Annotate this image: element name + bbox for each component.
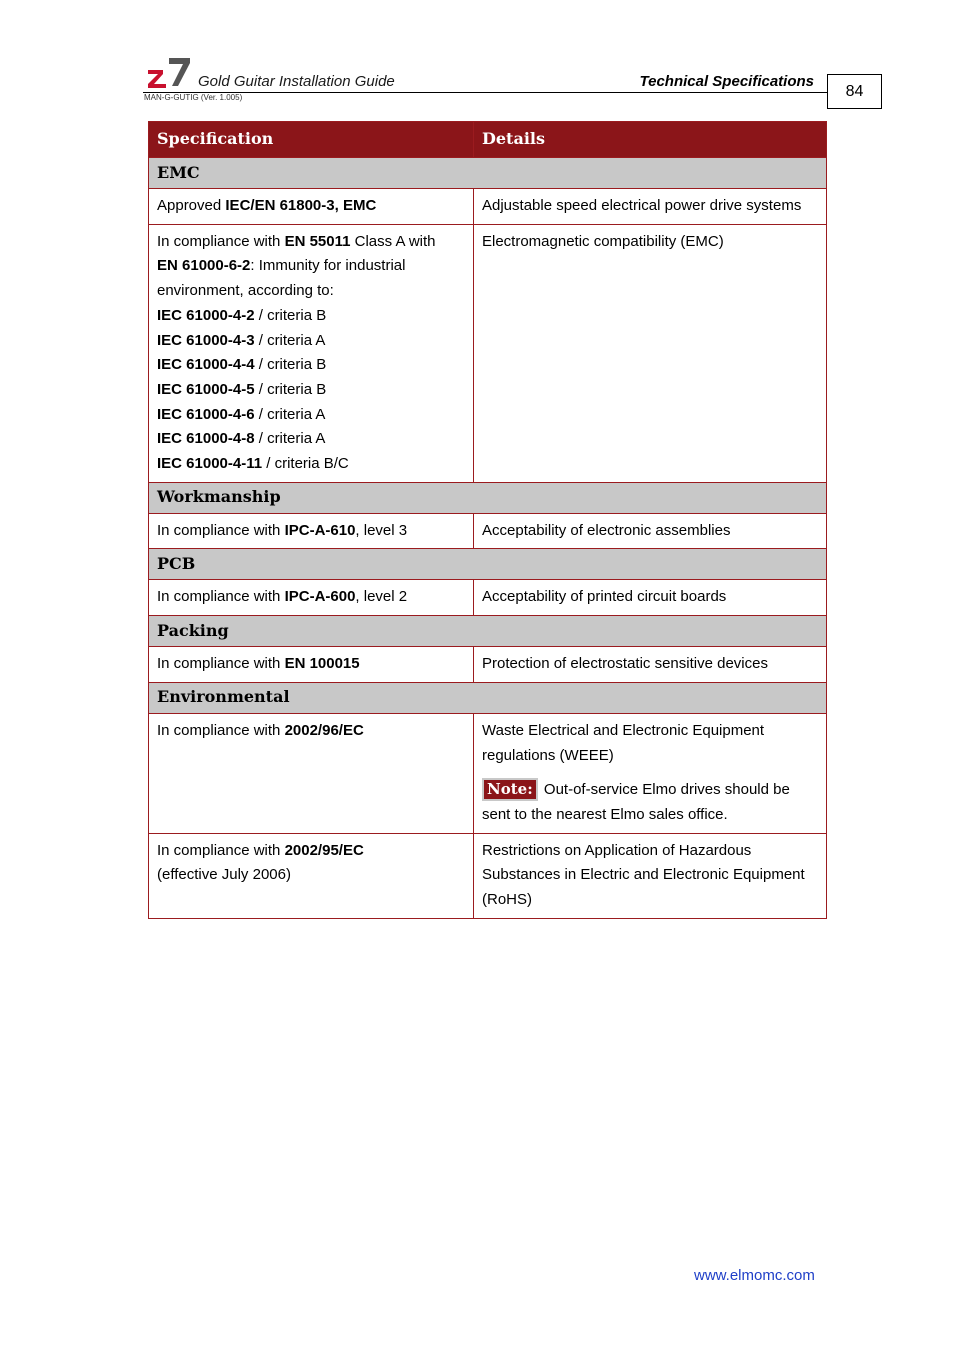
category-row-pcb: [149, 549, 827, 580]
details-cell: Protection of electrostatic sensitive devices: [474, 647, 827, 683]
page-number: 84: [827, 74, 882, 109]
table-row: [149, 513, 827, 549]
category-title: Workmanship: [149, 482, 827, 513]
details-cell: Acceptability of electronic assemblies: [474, 513, 827, 549]
criteria-item: IEC 61000-4-6 / criteria A: [157, 405, 326, 423]
category-row-environmental: [149, 682, 827, 713]
criteria-item: IEC 61000-4-11 / criteria B/C: [157, 455, 349, 473]
criteria-item: IEC 61000-4-4 / criteria B: [157, 356, 327, 374]
footer-website-link[interactable]: www.elmomc.com: [694, 1267, 815, 1284]
details-cell: Adjustable speed electrical power drive systems: [474, 189, 827, 225]
spec-cell: In compliance with IPC-A-600, level 2: [149, 580, 474, 616]
table-row: [149, 224, 827, 482]
category-row-packing: [149, 616, 827, 647]
details-cell: Electromagnetic compatibility (EMC): [474, 224, 827, 482]
table-row: [149, 833, 827, 918]
criteria-item: IEC 61000-4-2 / criteria B: [157, 306, 327, 324]
table-row: [149, 580, 827, 616]
criteria-item: IEC 61000-4-5 / criteria B: [157, 380, 327, 398]
category-title: Environmental: [149, 682, 827, 713]
spec-cell: In compliance with 2002/95/EC (effective July 2006): [149, 833, 474, 918]
criteria-item: IEC 61000-4-8 / criteria A: [157, 430, 326, 448]
spec-cell: In compliance with IPC-A-610, level 3: [149, 513, 474, 549]
elmo-logo-icon: [148, 56, 190, 88]
table-row: [149, 647, 827, 683]
document-version: MAN-G-GUTIG (Ver. 1.005): [144, 93, 243, 102]
specifications-table: [148, 121, 827, 919]
category-title: PCB: [149, 549, 827, 580]
section-title: Technical Specifications: [639, 73, 814, 90]
details-cell: Waste Electrical and Electronic Equipment regulations (WEEE) Note: Out-of-service Elmo drives should be sent to the nearest Elmo sales office.: [474, 713, 827, 833]
table-row: [149, 189, 827, 225]
details-cell: Restrictions on Application of Hazardous Substances in Electric and Electronic Equipment (RoHS): [474, 833, 827, 918]
header-divider: [143, 92, 828, 93]
note-badge: Note:: [482, 778, 538, 801]
spec-cell: Approved IEC/EN 61800-3, EMC: [149, 189, 474, 225]
criteria-item: IEC 61000-4-3 / criteria A: [157, 331, 326, 349]
category-title: Packing: [149, 616, 827, 647]
category-row-emc: [149, 158, 827, 189]
column-header-details: Details: [474, 122, 827, 158]
column-header-specification: Specification: [149, 122, 474, 158]
category-row-workmanship: [149, 482, 827, 513]
document-title: Gold Guitar Installation Guide: [198, 73, 395, 90]
note-paragraph: Note: Out-of-service Elmo drives should be sent to the nearest Elmo sales office.: [482, 780, 790, 823]
category-title: EMC: [149, 158, 827, 189]
spec-cell: In compliance with 2002/96/EC: [149, 713, 474, 833]
table-header-row: [149, 122, 827, 158]
spec-cell: In compliance with EN 100015: [149, 647, 474, 683]
spec-cell: In compliance with EN 55011 Class A with EN 61000-6-2: Immunity for industrial environment, according to: IEC 61000-4-2 / criteria B IEC 61000-4-3 / criteria A IEC 61000-4-4 / criteria B IEC 61000-4-5 / criteria B IEC 61000-4-6 / criteria A IEC 61000-4-8 / criteria A IEC 61000-4-11 / criteria B/C: [149, 224, 474, 482]
table-row: [149, 713, 827, 833]
details-cell: Acceptability of printed circuit boards: [474, 580, 827, 616]
